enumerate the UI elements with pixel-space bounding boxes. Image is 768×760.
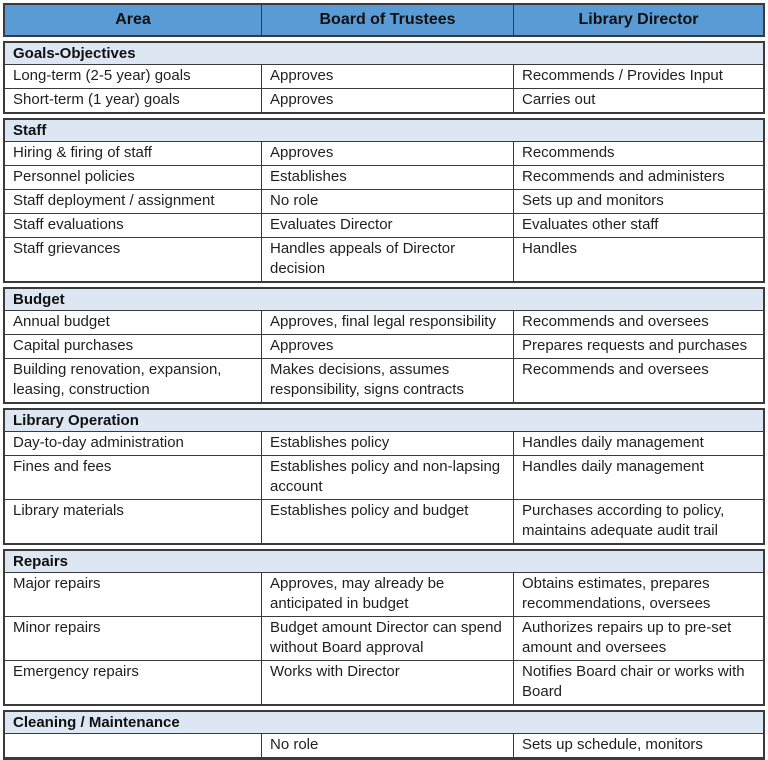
cell-area: Fines and fees [13,458,112,475]
cell-board: Works with Director [261,661,513,704]
cell-area: Capital purchases [13,337,134,354]
cell-area: Staff deployment / assignment [13,192,215,209]
cell-area: Minor repairs [13,619,101,636]
cell-director: Handles daily management [513,456,763,499]
table-row [5,358,763,402]
table-row [5,88,763,112]
section-header: Repairs [5,551,763,572]
cell-director: Recommends [513,142,763,165]
table-row [5,237,763,281]
table-row [5,165,763,189]
table-row [5,455,763,499]
column-header-area: Area [115,11,151,28]
section-header: Staff [5,120,763,141]
section-budget [3,287,765,404]
cell-board: Makes decisions, assumes responsibility, signs contracts [261,359,513,402]
cell-area: Library materials [13,502,124,519]
cell-area: Major repairs [13,575,101,592]
cell-director: Sets up schedule, monitors [513,734,763,757]
table-row [5,213,763,237]
column-header-library-director: Library Director [513,5,763,35]
cell-board: Evaluates Director [261,214,513,237]
cell-director: Recommends and administers [513,166,763,189]
table-header-row [5,5,763,35]
cell-director: Handles daily management [513,432,763,455]
cell-director: Prepares requests and purchases [513,335,763,358]
cell-area: Personnel policies [13,168,135,185]
cell-director: Recommends and oversees [513,359,763,402]
cell-area: Short-term (1 year) goals [13,91,180,108]
table-row [5,141,763,165]
cell-director: Purchases according to policy, maintains adequate audit trail [513,500,763,543]
cell-board: Approves [261,89,513,112]
cell-board: Budget amount Director can spend without Board approval [261,617,513,660]
cell-director: Obtains estimates, prepares recommendations, oversees [513,573,763,616]
cell-area [5,734,261,757]
cell-director: Recommends and oversees [513,311,763,334]
section-header: Cleaning / Maintenance [5,712,763,733]
cell-board: Establishes policy [261,432,513,455]
table-row [5,499,763,543]
cell-director: Notifies Board chair or works with Board [513,661,763,704]
cell-board: Approves [261,142,513,165]
cell-director: Sets up and monitors [513,190,763,213]
section-header: Goals-Objectives [5,43,763,64]
section-library-operation [3,408,765,545]
table-row [5,431,763,455]
cell-area: Emergency repairs [13,663,139,680]
table-row [5,64,763,88]
cell-area: Hiring & firing of staff [13,144,152,161]
cell-director: Carries out [513,89,763,112]
cell-board: Establishes [261,166,513,189]
cell-director: Handles [513,238,763,281]
cell-director: Evaluates other staff [513,214,763,237]
cell-board: Approves [261,335,513,358]
table-row [5,310,763,334]
cell-board: No role [261,734,513,757]
cell-board: Approves, may already be anticipated in budget [261,573,513,616]
cell-director: Authorizes repairs up to pre-set amount and oversees [513,617,763,660]
cell-area: Staff grievances [13,240,121,257]
section-goals-objectives [3,41,765,114]
table-row [5,189,763,213]
table-header-block [3,3,765,37]
cell-board: Approves [261,65,513,88]
table-row [5,660,763,704]
cell-board: No role [261,190,513,213]
cell-director: Recommends / Provides Input [513,65,763,88]
table-row [5,733,763,757]
section-staff [3,118,765,283]
cell-area: Long-term (2-5 year) goals [13,67,191,84]
cell-area: Staff evaluations [13,216,124,233]
cell-board: Handles appeals of Director decision [261,238,513,281]
column-header-board-of-trustees: Board of Trustees [261,5,513,35]
section-header: Budget [5,289,763,310]
table-row [5,616,763,660]
cell-area: Day-to-day administration [13,434,184,451]
cell-area: Annual budget [13,313,110,330]
cell-board: Approves, final legal responsibility [261,311,513,334]
table-row [5,334,763,358]
cell-area: Building renovation, expansion, leasing, construction [13,361,222,398]
cell-board: Establishes policy and budget [261,500,513,543]
section-cleaning-maintenance [3,710,765,760]
responsibility-table [3,3,765,760]
section-repairs [3,549,765,706]
table-row [5,572,763,616]
cell-board: Establishes policy and non-lapsing account [261,456,513,499]
section-header: Library Operation [5,410,763,431]
